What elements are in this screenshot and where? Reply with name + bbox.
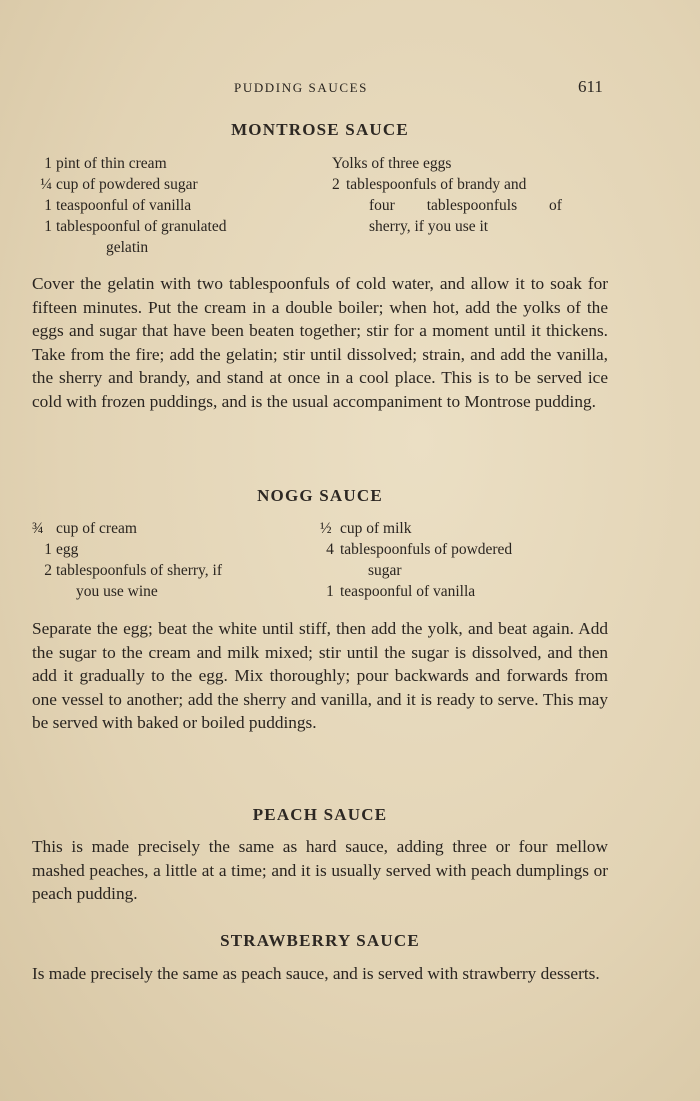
ingredient-line: 4 tablespoonfuls of powdered (326, 541, 513, 558)
ingredient-line: 1 egg (44, 541, 79, 558)
ingredient-line: 2 tablespoonfuls of brandy and (332, 176, 527, 193)
nogg-ingredients-left (32, 518, 222, 602)
strawberry-sauce-heading: STRAWBERRY SAUCE (220, 931, 420, 950)
ingredient-continuation: you use wine (76, 583, 158, 600)
ingredient-continuation: sugar (368, 562, 402, 579)
ingredient-line: Yolks of three eggs (332, 155, 452, 172)
ingredient-continuation: four tablespoonfuls of (369, 197, 562, 214)
montrose-directions: Cover the gelatin with two tablespoonfuls of cold water, and allow it to soak for fifteen minutes. Put the cream in a double boiler; when hot, add the yolks of the eggs and sugar that have been beaten together; stir for a moment until it thickens. Take from the fire; add the gelatin; stir until dissolved; strain, and add the vanilla, the sherry and brandy, and stand at once in a cool place. This is to be served ice cold with frozen puddings, and is the usual accompaniment to Montrose pudding. (32, 274, 608, 411)
ingredient-continuation: gelatin (106, 239, 149, 256)
montrose-sauce-heading: MONTROSE SAUCE (231, 120, 409, 139)
nogg-ingredients-right (320, 518, 512, 602)
nogg-sauce-heading: NOGG SAUCE (257, 486, 383, 505)
page-number: 611 (578, 77, 603, 96)
ingredient-line: ¼ cup of powdered sugar (40, 176, 198, 193)
ingredient-line: 1 tablespoonful of granulated (44, 218, 227, 235)
running-head (0, 78, 700, 102)
ingredient-line: 1 teaspoonful of vanilla (326, 583, 476, 600)
ingredient-line: 1 pint of thin cream (44, 155, 167, 172)
montrose-ingredients-left (32, 153, 226, 258)
ingredient-line: ¾ cup of cream (32, 520, 137, 537)
strawberry-directions: Is made precisely the same as peach sauce, and is served with strawberry desserts. (32, 964, 600, 983)
ingredient-line: ½ cup of milk (320, 520, 412, 537)
peach-directions: This is made precisely the same as hard sauce, adding three or four mellow mashed peaches, a little at a time; and it is usually served with peach dumplings or peach pudding. (32, 837, 608, 904)
montrose-ingredients-right (332, 153, 562, 237)
running-head-title: PUDDING SAUCES (234, 80, 368, 95)
peach-sauce-heading: PEACH SAUCE (252, 805, 388, 824)
ingredient-line: 1 teaspoonful of vanilla (44, 197, 192, 214)
ingredient-continuation: sherry, if you use it (369, 218, 489, 235)
ingredient-line: 2 tablespoonfuls of sherry, if (44, 562, 223, 579)
nogg-directions: Separate the egg; beat the white until stiff, then add the yolk, and beat again. Add the sugar to the cream and milk mixed; stir until the sugar is dissolved, and then add it gradually to the egg. Mix thoroughly; pour backwards and forwards from one vessel to another; add the sherry and vanilla, and it is ready to serve. This may be served with baked or boiled puddings. (32, 619, 608, 733)
